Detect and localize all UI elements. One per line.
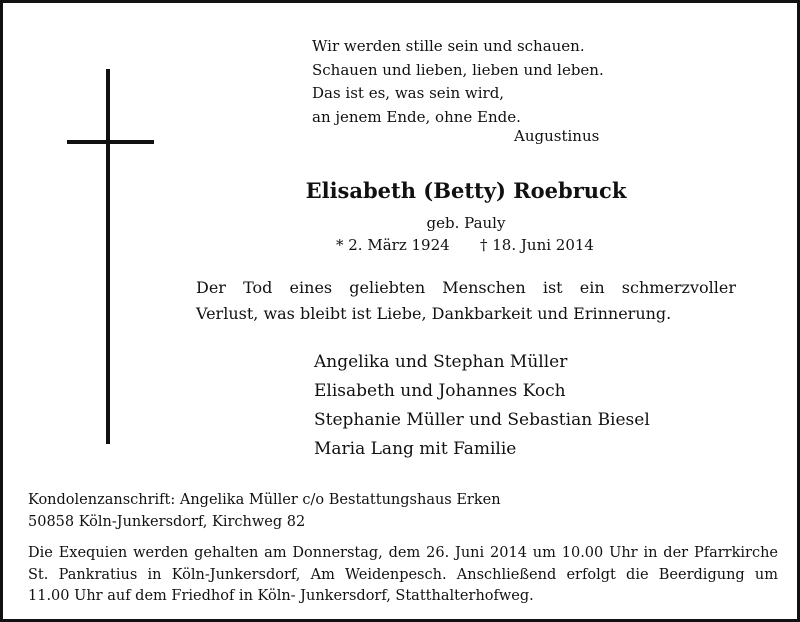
condolence-address [28,489,501,533]
address-line: Kondolenzanschrift: Angelika Müller c/o Bestattungshaus Erken [28,492,501,508]
address-line: 50858 Köln-Junkersdorf, Kirchweg 82 [28,514,306,530]
quote-line: Der Tod eines geliebten Menschen ist ein schmerzvoller [196,278,736,297]
birth-date: * 2. März 1924 [336,236,450,254]
death-date: † 18. Juni 2014 [480,236,594,254]
cross-icon-crossbar [67,140,154,144]
family-member: Angelika und Stephan Müller [314,352,568,372]
poem-line: Das ist es, was sein wird, [312,84,505,102]
cross-icon [106,69,110,444]
service-line: Die Exequien werden gehalten am Donnerstag, dem 26. Juni 2014 um 10.00 Uhr in der Pfarrkirche [28,545,778,561]
family-member: Elisabeth und Johannes Koch [314,381,566,401]
memorial-quote [196,275,736,327]
family-member: Maria Lang mit Familie [314,439,517,459]
quote-line: Verlust, was bleibt ist Liebe, Dankbarkeit und Erinnerung. [196,304,672,323]
poem-line: an jenem Ende, ohne Ende. [312,107,521,126]
poem-line: Schauen und lieben, lieben und leben. [312,60,604,79]
poem-author: Augustinus [514,127,600,145]
service-line: 11.00 Uhr auf dem Friedhof in Köln- Junkersdorf, Statthalterhofweg. [28,588,534,604]
family-member: Stephanie Müller und Sebastian Biesel [314,410,650,430]
family-list [314,348,650,464]
poem [312,35,604,129]
service-line: St. Pankratius in Köln-Junkersdorf, Am Weidenpesch. Anschließend erfolgt die Beerdigung um [28,566,778,583]
poem-line: Wir werden stille sein und schauen. [312,37,585,55]
service-info [28,543,778,608]
maiden-name: geb. Pauly [426,214,506,232]
deceased-name: Elisabeth (Betty) Roebruck [305,178,627,203]
